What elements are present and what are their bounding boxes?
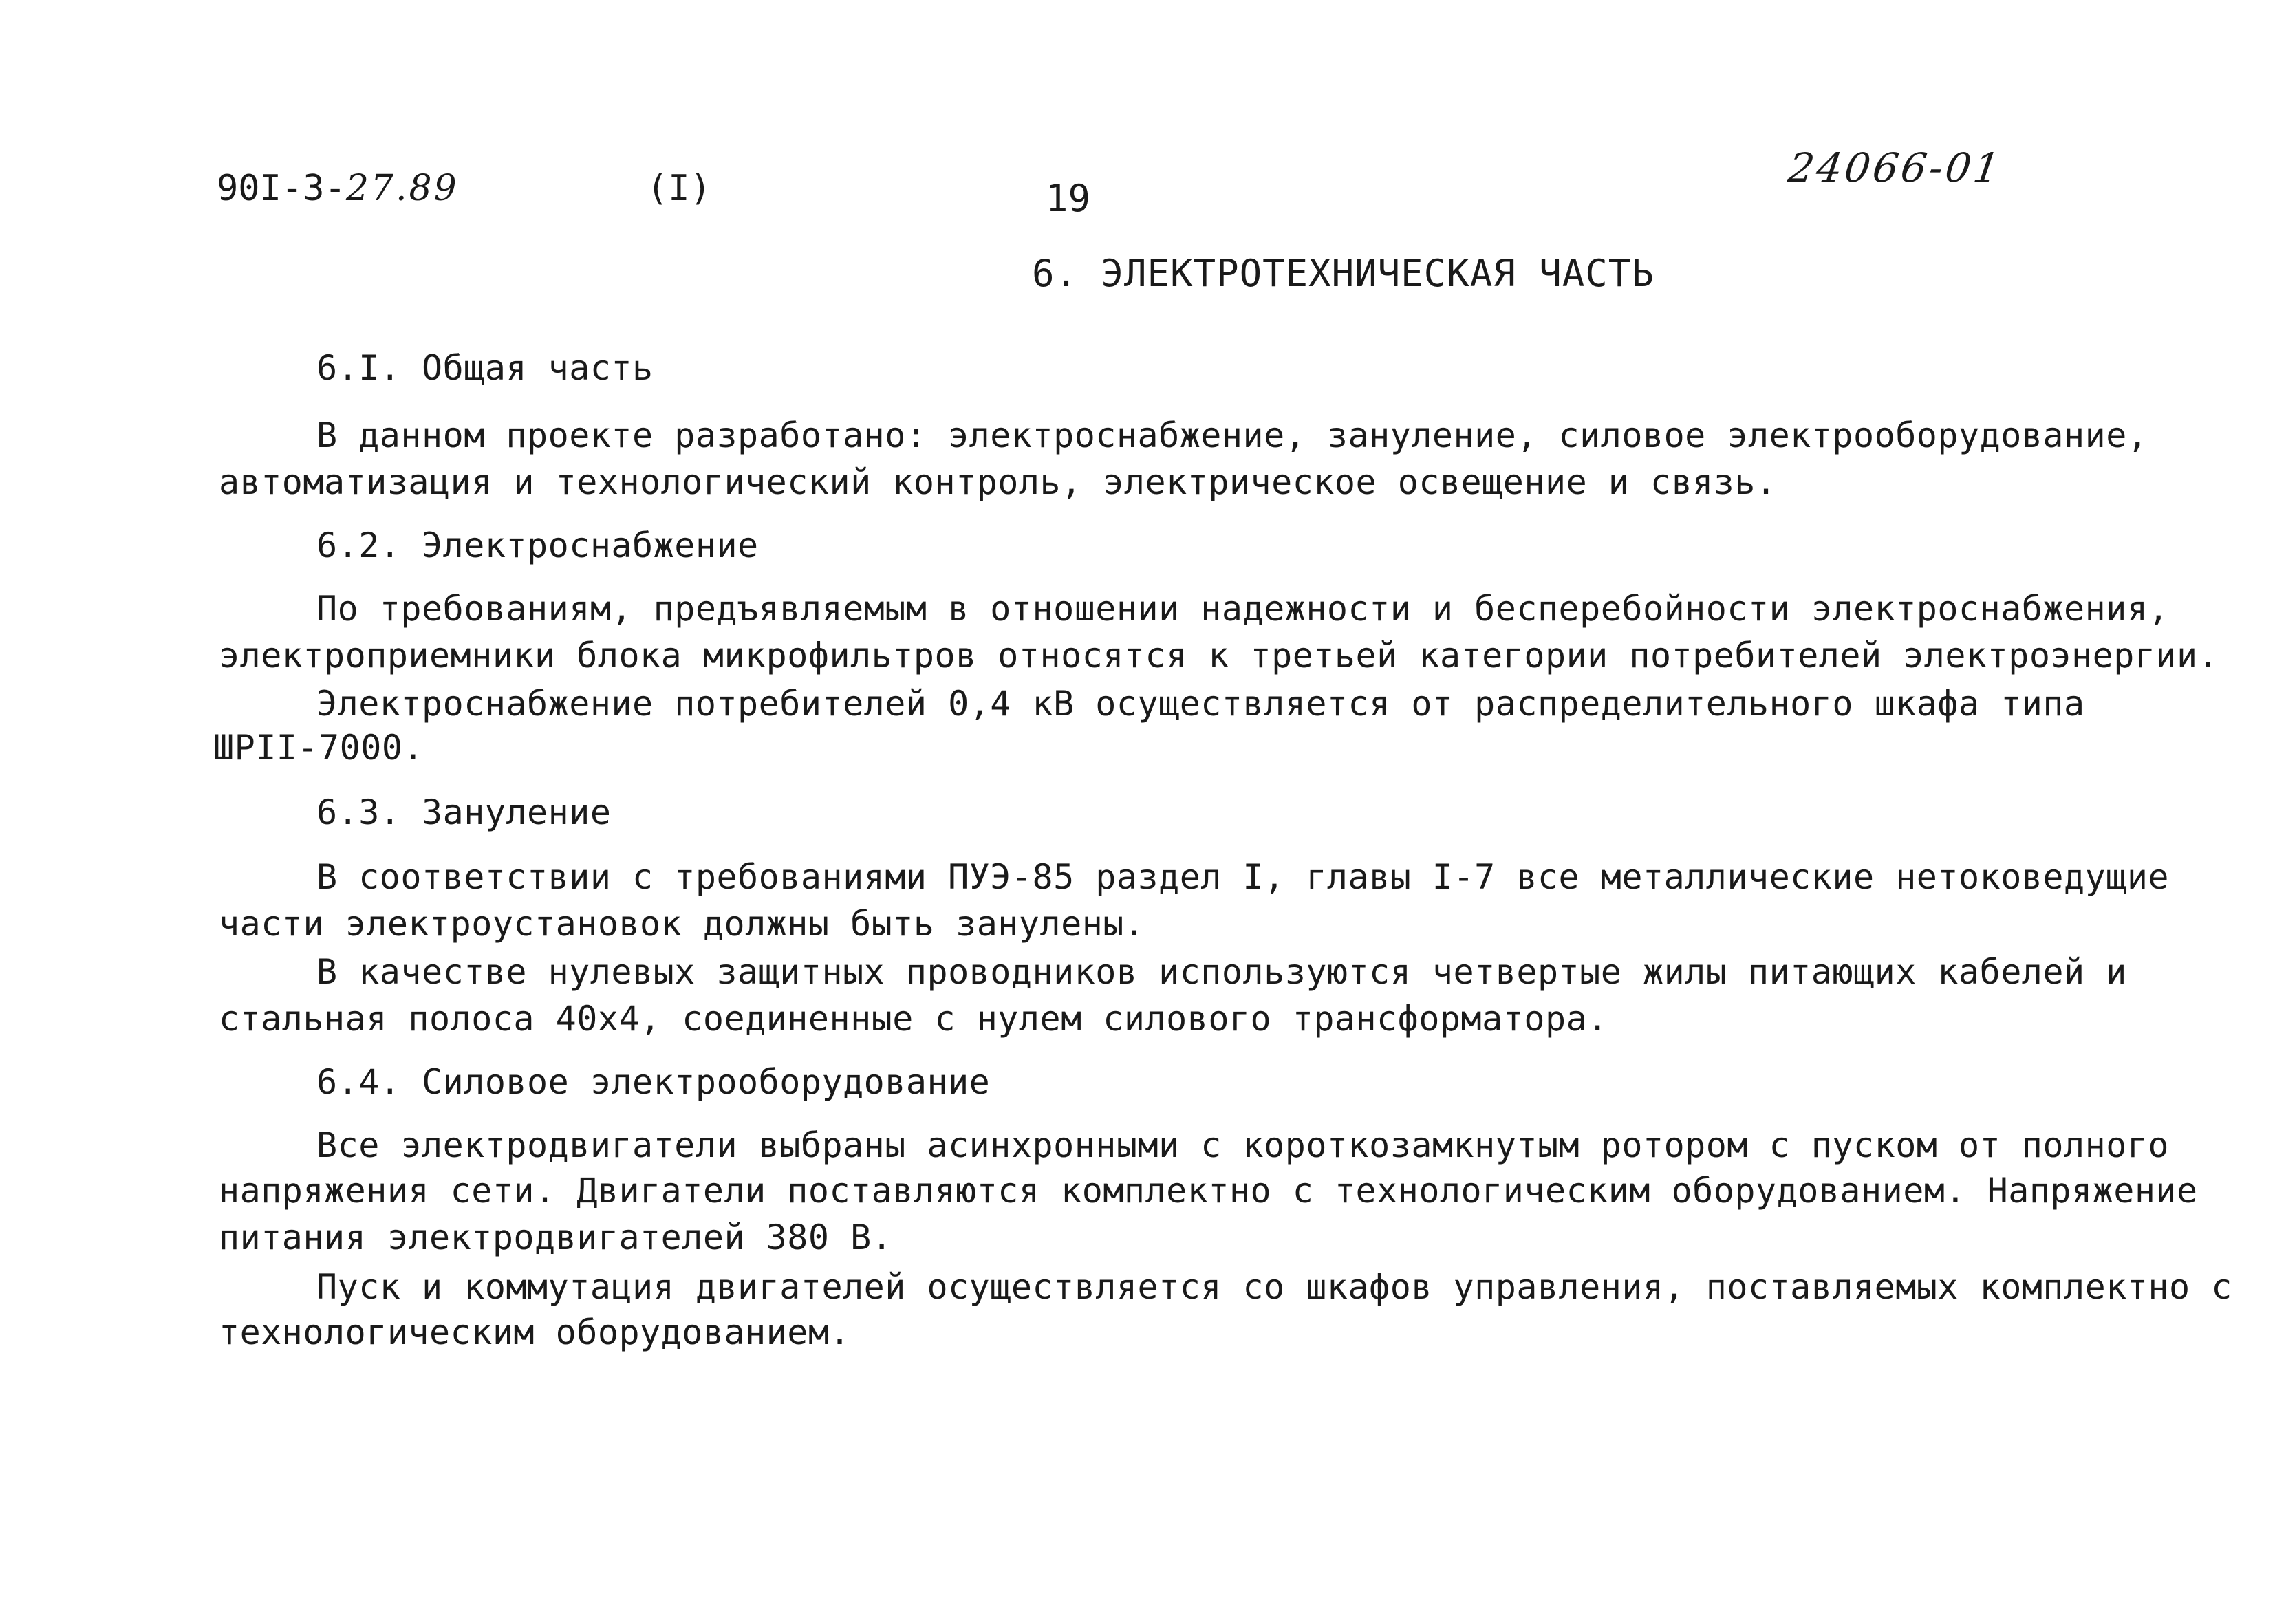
paragraph-line: питания электродвигателей 380 В.: [219, 1217, 893, 1257]
document-code-handwritten: 27.89: [345, 168, 459, 209]
paragraph-line: стальная полоса 40х4, соединенные с нулем силового трансформатора.: [219, 999, 1608, 1039]
part-number: (I): [647, 168, 711, 209]
subsection-heading: 6.3. Зануление: [316, 792, 612, 832]
document-code: [217, 168, 459, 209]
paragraph-line: автоматизация и технологический контроль, электрическое освещение и связь.: [219, 462, 1777, 502]
subsection-heading: 6.4. Силовое электрооборудование: [316, 1062, 991, 1102]
paragraph-line: Пуск и коммутация двигателей осуществляется со шкафов управления, поставляемых комплектно с: [316, 1267, 2232, 1307]
subsection-heading: 6.2. Электроснабжение: [316, 526, 759, 565]
paragraph-line: В данном проекте разработано: электроснабжение, зануление, силовое электрооборудование,: [316, 415, 2148, 455]
paragraph-line: части электроустановок должны быть занулены.: [219, 904, 1145, 944]
paragraph-line: напряжения сети. Двигатели поставляются комплектно с технологическим оборудованием. Напряжение: [219, 1171, 2198, 1211]
paragraph-line: Все электродвигатели выбраны асинхронными с короткозамкнутым ротором с пуском от полного: [316, 1125, 2170, 1165]
document-code-printed: 90I-3-: [217, 168, 346, 209]
section-title: 6. ЭЛЕКТРОТЕХНИЧЕСКАЯ ЧАСТЬ: [1032, 252, 1654, 295]
paragraph-line: Электроснабжение потребителей 0,4 кВ осуществляется от распределительного шкафа типа: [316, 684, 2085, 724]
page-number: 19: [1046, 177, 1091, 220]
paragraph-line: В соответствии с требованиями ПУЭ-85 раздел I, главы I-7 все металлические нетоковедущие: [316, 857, 2170, 897]
paragraph-line: технологическим оборудованием.: [219, 1312, 851, 1352]
paragraph-line: электроприемники блока микрофильтров относятся к третьей категории потребителей электроэнергии.: [219, 636, 2219, 675]
paragraph-line: ШРII-7000.: [213, 728, 424, 768]
paragraph-line: По требованиям, предъявляемым в отношении надежности и бесперебойности электроснабжения,: [316, 589, 2170, 629]
paragraph-line: В качестве нулевых защитных проводников используются четвертые жилы питающих кабелей и: [316, 952, 2127, 992]
archive-number-handwritten: 24066-01: [1785, 144, 2005, 191]
subsection-heading: 6.I. Общая часть: [316, 348, 654, 388]
